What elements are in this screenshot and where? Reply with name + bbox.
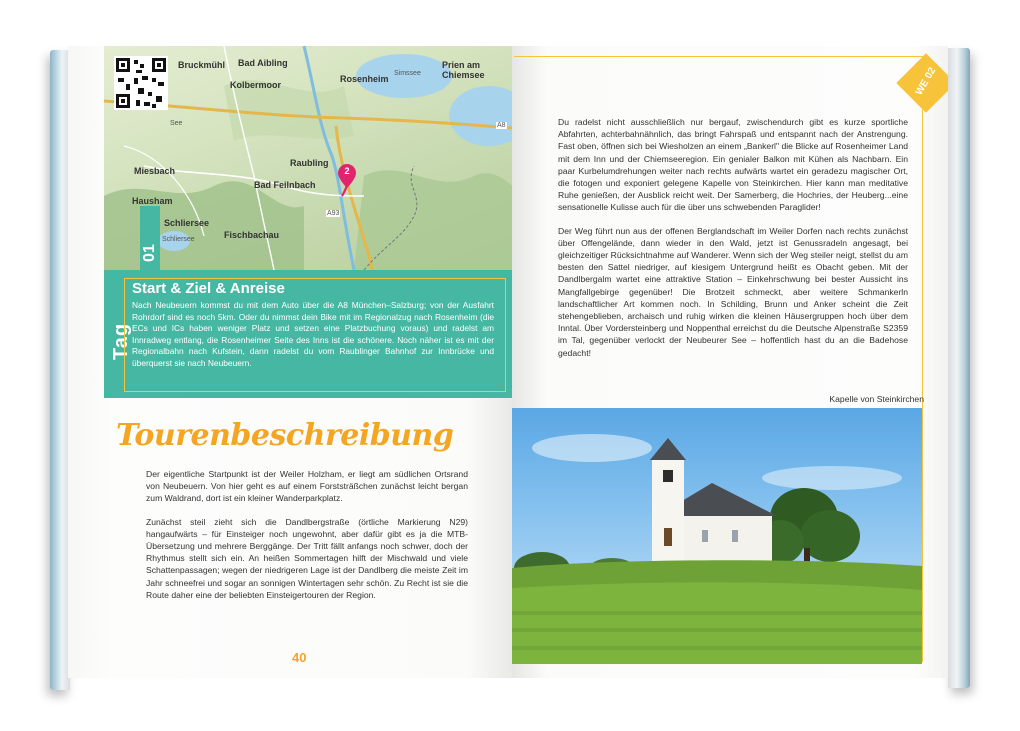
map-place-schliersee: Schliersee: [164, 218, 210, 228]
info-box-text: Nach Neubeuern kommst du mit dem Auto über die A8 München–Salzburg; von der Ausfahrt Rohrdorf sind es noch 5km. Oder du nimmst dein Bike mit im Regionalzug nach Rosenheim (die ECs und ICs haben weniger Platz und setzen eine Platzbuchung voraus) und radelst am Innradweg entlang, die Rosenheimer Seite des Inns ist die schönere. Noch näher ist es mit der Regionalbahn nach Kufstein, dann radelst du vom Raublinger Bahnhof zur Innbrücke und überquerst sie nach Neubeuern.: [132, 300, 494, 368]
route-marker-pin-icon: [338, 164, 356, 188]
weekend-badge-label: WE 02: [913, 65, 939, 98]
left-page-edges: [50, 50, 70, 690]
route-marker-label: 2: [344, 166, 350, 176]
map-place-rosenheim: Rosenheim: [340, 74, 389, 84]
route-map: [104, 46, 512, 270]
right-page-edges: [948, 48, 970, 688]
map-place-hausham: Hausham: [132, 196, 173, 206]
map-place-raubling: Raubling: [290, 158, 329, 168]
map-place-bruckmuehl: Bruckmühl: [178, 60, 226, 70]
map-place-bad-feilnbach: Bad Feilnbach: [254, 180, 316, 190]
map-place-fischbachau: Fischbachau: [224, 230, 280, 240]
right-body-text: [558, 116, 908, 370]
map-place-miesbach: Miesbach: [134, 166, 176, 176]
open-book: [62, 38, 960, 688]
right-page: [512, 46, 948, 678]
map-place-bad-aibling: Bad Aibling: [238, 58, 288, 68]
tag-label: Tag: [110, 322, 132, 360]
chapel-photo: [512, 408, 922, 664]
qr-code[interactable]: [114, 56, 168, 110]
left-page: [68, 46, 512, 678]
info-box: [104, 270, 512, 398]
map-water-see: See: [170, 120, 183, 127]
tag-strip: [140, 206, 160, 270]
info-box-title: Start & Ziel & Anreise: [132, 280, 285, 297]
left-body-text: [146, 468, 468, 612]
map-road-a8: A8: [497, 122, 506, 129]
tag-number: 01: [141, 244, 158, 262]
left-paragraph-2: Zunächst steil zieht sich die Dandlbergstraße (örtliche Markierung N29) hangaufwärts – für Einsteiger noch ungewohnt, aber dafür gibt es ja die MTB-Übersetzung und mehrere Berggänge. Der Tritt fällt anfangs noch schwer, doch der Rhythmus stellt sich ein. An heißen Sommertagen hilft der Mischwald und viele Schattenpassagen; wegen der niedrigeren Lage ist der Dandlberg die meiste Zeit im Jahr schneefrei und sogar an sonnigen Wintertagen sehr schön. Zu Recht ist sie die Route daher eine der beliebten Einsteigertouren der Region.: [146, 516, 468, 600]
map-water-simssee: Simssee: [394, 70, 421, 77]
left-paragraph-1: Der eigentliche Startpunkt ist der Weiler Holzham, er liegt am südlichen Ortsrand von Neubeuern. Von hier geht es auf einem Forststräßchen zunächst leicht bergan zum Waldrand, dort ist ein kleiner Wanderparkplatz.: [146, 469, 468, 504]
map-road-a93: A93: [327, 210, 340, 217]
right-paragraph-1: Du radelst nicht ausschließlich nur bergauf, zwischendurch gibt es kurze sportliche Abfahrten, achterbahnähnlich, das bringt Fahrspaß und entspannt nach der Anstrengung. Fast oben, öffnen sich bei Wiesholzen an einem „Bankerl" die Blicke auf Rosenheimer Land mit dem Inn und der Chiemseeregion. Ein genialer Balkon mit Kühen als Nachbarn. Ein paar Kurbelumdrehungen weiter nach rechts aufwärts wartet ein geradezu magischer Ort, die fotogen und exponiert gelegene Kapelle von Steinkirchen. Hier kann man meditative Ruhe genießen, der Ausblick reicht weit. Der Samerberg, die Hochries, der Heuberg...eine sensationelle Kulisse auch für die über uns schwebenden Paraglider!: [558, 117, 908, 213]
map-place-kolbermoor: Kolbermoor: [230, 80, 282, 90]
map-water-schliersee: Schliersee: [162, 236, 195, 243]
photo-caption: Kapelle von Steinkirchen: [829, 394, 924, 404]
chapel-illustration: [512, 408, 922, 664]
right-paragraph-2: Der Weg führt nun aus der offenen Berglandschaft im Weiler Dorfen nach rechts zunächst über Offengelände, dann wieder in den Wald, jetzt ist Genussradeln angesagt, bei gleichzeitiger Rücksichtnahme auf Wanderer. Wenn sich der Weg steiler neigt, stellst du am besten den Sattel niedriger, auf kiesigem Untergrund heißt es Obacht geben. Mit der Dandlbergalm wartet eine attraktive Station – Einkehrschwung bei bester Aussicht ins Mangfallgebirge gegenüber! Die Brotzeit schmeckt, aber weitere Schmankerln landschaftlicher Art kommen noch. In Schilding, Brunn und Anker scheint die Zeit stehengeblieben, archaisch und ruhig wirken die kleinen Häusergruppen hoch über dem Inntal. Über Vordersteinberg und Noppenthal erreichst du die Deutsche Alpenstraße S2359 im Tal, gegenüber verlockt der Neubeurer See – hoffentlich hast du an die Badehose gedacht!: [558, 225, 908, 358]
map-place-prien: Prien am Chiemsee: [442, 60, 485, 80]
section-heading: Tourenbeschreibung: [116, 418, 454, 453]
page-number: 40: [292, 650, 307, 665]
qr-code-graphic: [116, 58, 166, 108]
